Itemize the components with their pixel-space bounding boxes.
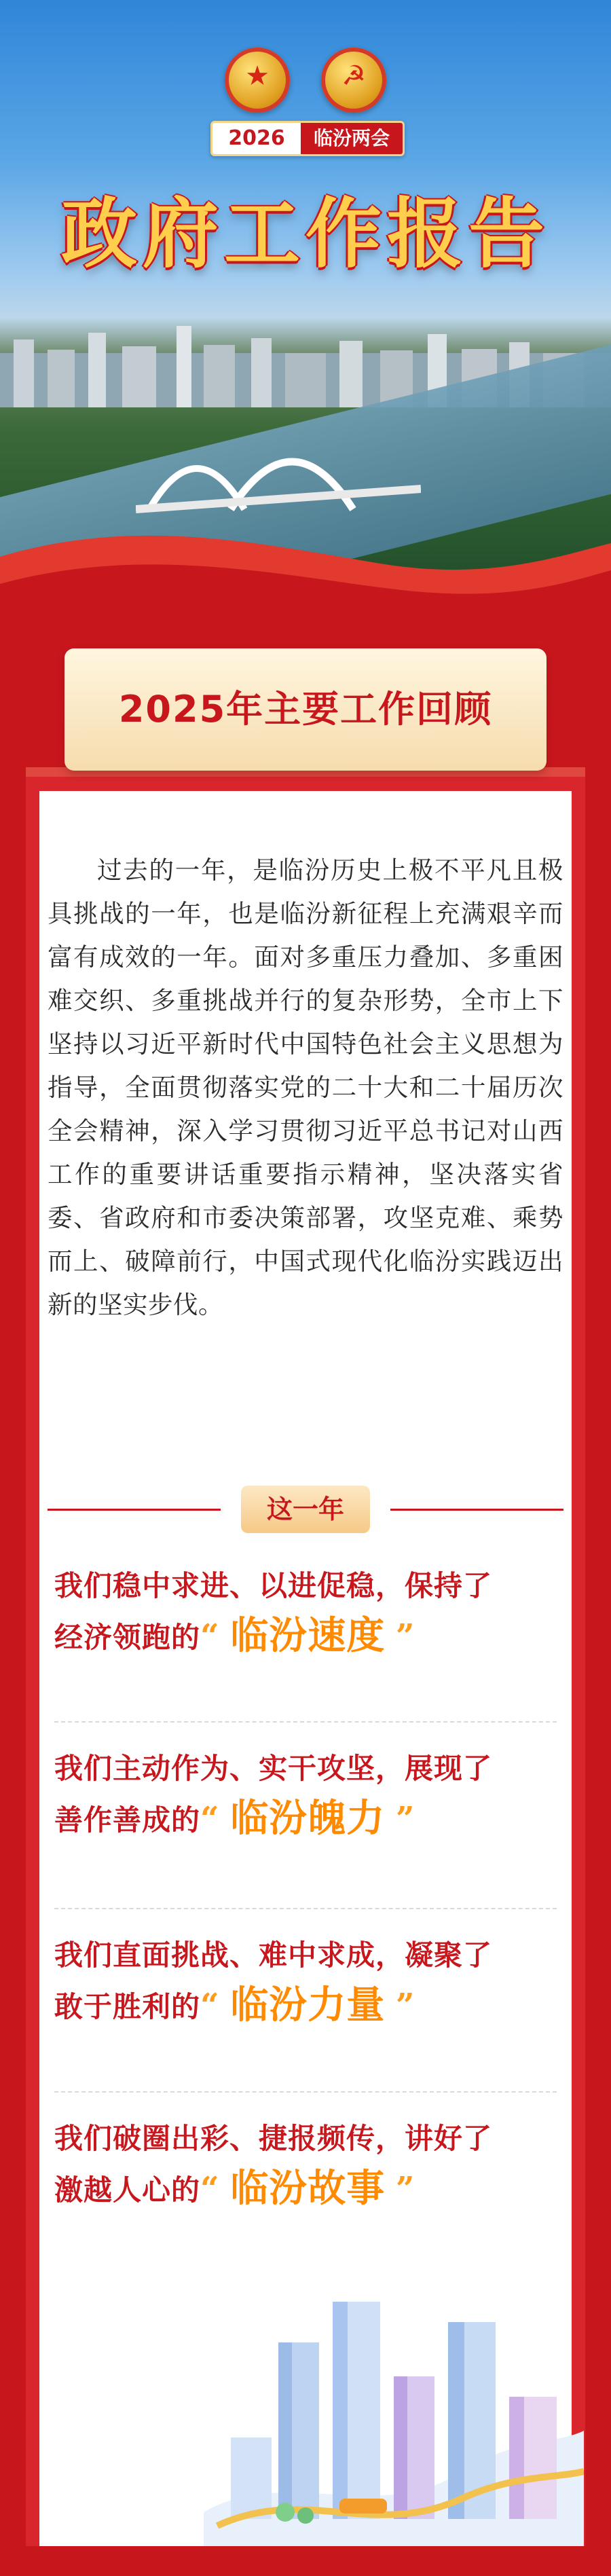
- quote-open: “: [200, 1800, 220, 1838]
- achievement-item: [54, 1566, 557, 1658]
- section-heading: 2025年主要工作回顾: [118, 688, 493, 731]
- quote-open: “: [200, 1987, 220, 2025]
- quote-close: ”: [395, 2170, 415, 2208]
- national-emblem-icon: ★: [225, 48, 290, 113]
- badge-year: 2026: [212, 123, 301, 154]
- item-separator: [54, 2091, 557, 2093]
- intro-paragraph: 过去的一年，是临汾历史上极不平凡且极具挑战的一年，也是临汾新征程上充满艰辛而富有成效的一年。面对多重压力叠加、多重困难交织、多重挑战并行的复杂形势，全市上下坚持以习近平新时代中国特色社会主义思想为指导，全面贯彻落实党的二十大和二十届历次全会精神，深入学习贯彻习近平总书记对山西工作的重要讲话重要指示精神，坚决落实省委、省政府和市委决策部署，攻坚克难、乘势而上、破障前行，中国式现代化临汾实践迈出新的坚实步伐。: [48, 855, 563, 1319]
- achievement-item: [54, 1748, 557, 1841]
- section-heading-card: [64, 648, 547, 771]
- item-separator: [54, 1908, 557, 1909]
- quote-close: ”: [395, 1617, 415, 1655]
- quote-close: ”: [395, 1987, 415, 2025]
- year-divider: [48, 1486, 563, 1533]
- item-highlight: 临汾力量: [230, 1983, 386, 2027]
- item-line-1: 我们直面挑战、难中求成，凝聚了: [54, 1938, 493, 1972]
- item-prefix: 善作善成的: [54, 1803, 201, 1837]
- item-prefix: 敢于胜利的: [54, 1990, 201, 2023]
- arch-bridge-image: [136, 407, 421, 530]
- item-line-1: 我们主动作为、实干攻坚，展现了: [54, 1752, 493, 1785]
- quote-open: “: [200, 2170, 220, 2208]
- item-prefix: 激越人心的: [54, 2173, 201, 2207]
- item-highlight: 临汾故事: [230, 2167, 386, 2211]
- item-line-1: 我们破圈出彩、捷报频传，讲好了: [54, 2122, 493, 2155]
- item-separator: [54, 1721, 557, 1723]
- session-badge: [210, 121, 405, 156]
- quote-open: “: [200, 1617, 220, 1655]
- emblems-row: [0, 48, 611, 113]
- page-title: 政府工作报告: [61, 190, 550, 278]
- divider-line-left: [48, 1509, 221, 1511]
- achievement-item: [54, 2118, 557, 2211]
- quote-close: ”: [395, 1800, 415, 1838]
- divider-line-right: [390, 1509, 563, 1511]
- item-prefix: 经济领跑的: [54, 1621, 201, 1654]
- city-illustration: [204, 2241, 584, 2546]
- item-line-1: 我们稳中求进、以进促稳，保持了: [54, 1569, 493, 1602]
- divider-label: 这一年: [241, 1486, 370, 1533]
- party-emblem-icon: ☭: [321, 48, 386, 113]
- achievement-item: [54, 1935, 557, 2027]
- item-highlight: 临汾魄力: [230, 1797, 386, 1841]
- item-highlight: 临汾速度: [230, 1614, 386, 1658]
- badge-name: 临汾两会: [301, 123, 403, 154]
